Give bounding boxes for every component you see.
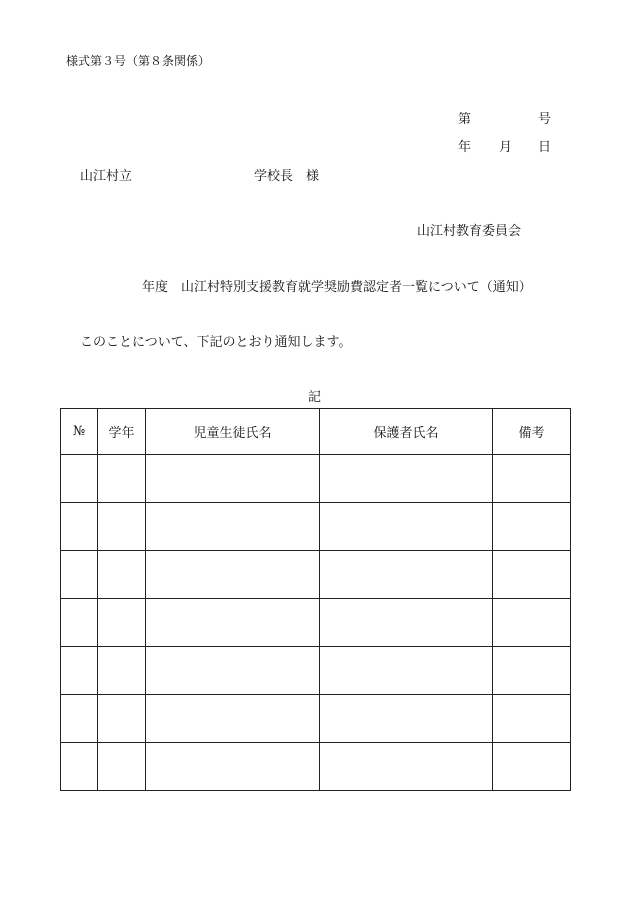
header-grade: 学年: [98, 409, 146, 455]
student-name-cell: [146, 455, 320, 503]
student-name-cell: [146, 647, 320, 695]
number-cell: [61, 551, 98, 599]
number-cell: [61, 743, 98, 791]
table-body: [61, 455, 571, 791]
student-name-cell: [146, 695, 320, 743]
grade-cell: [98, 455, 146, 503]
date-month-label: 月: [499, 140, 513, 155]
table-row: [61, 503, 571, 551]
table-row: [61, 599, 571, 647]
remarks-cell: [493, 647, 571, 695]
remarks-cell: [493, 503, 571, 551]
number-cell: [61, 695, 98, 743]
date-day-label: 日: [538, 140, 552, 155]
number-cell: [61, 503, 98, 551]
header-number: №: [61, 409, 98, 455]
table-row: [61, 551, 571, 599]
guardian-name-cell: [320, 695, 493, 743]
student-name-cell: [146, 599, 320, 647]
grade-cell: [98, 551, 146, 599]
number-cell: [61, 647, 98, 695]
issuer-name: 山江村教育委員会: [417, 224, 522, 239]
header-remarks: 備考: [493, 409, 571, 455]
table-row: [61, 455, 571, 503]
table-row: [61, 695, 571, 743]
remarks-cell: [493, 599, 571, 647]
table-row: [61, 743, 571, 791]
number-cell: [61, 599, 98, 647]
grade-cell: [98, 647, 146, 695]
addressee-school: 山江村立: [80, 169, 133, 184]
guardian-name-cell: [320, 647, 493, 695]
header-student-name: 児童生徒氏名: [146, 409, 320, 455]
date-year-label: 年: [458, 140, 472, 155]
student-name-cell: [146, 503, 320, 551]
ki-heading: 記: [308, 390, 322, 405]
guardian-name-cell: [320, 455, 493, 503]
guardian-name-cell: [320, 503, 493, 551]
document-number-suffix: 号: [538, 112, 552, 127]
remarks-cell: [493, 551, 571, 599]
guardian-name-cell: [320, 743, 493, 791]
guardian-name-cell: [320, 551, 493, 599]
remarks-cell: [493, 455, 571, 503]
student-name-cell: [146, 551, 320, 599]
grade-cell: [98, 599, 146, 647]
document-number-label: 第: [458, 112, 472, 127]
number-cell: [61, 455, 98, 503]
grade-cell: [98, 695, 146, 743]
body-text: このことについて、下記のとおり通知します。: [80, 335, 352, 350]
student-name-cell: [146, 743, 320, 791]
table-row: [61, 647, 571, 695]
form-number: 様式第３号（第８条関係）: [66, 54, 211, 68]
recipient-table: [60, 408, 571, 791]
remarks-cell: [493, 695, 571, 743]
grade-cell: [98, 503, 146, 551]
header-guardian-name: 保護者氏名: [320, 409, 493, 455]
guardian-name-cell: [320, 599, 493, 647]
grade-cell: [98, 743, 146, 791]
document-subject: 年度 山江村特別支援教育就学奨励費認定者一覧について（通知）: [142, 280, 532, 295]
addressee-principal: 学校長 様: [254, 169, 320, 184]
table-header-row: [61, 409, 571, 455]
remarks-cell: [493, 743, 571, 791]
